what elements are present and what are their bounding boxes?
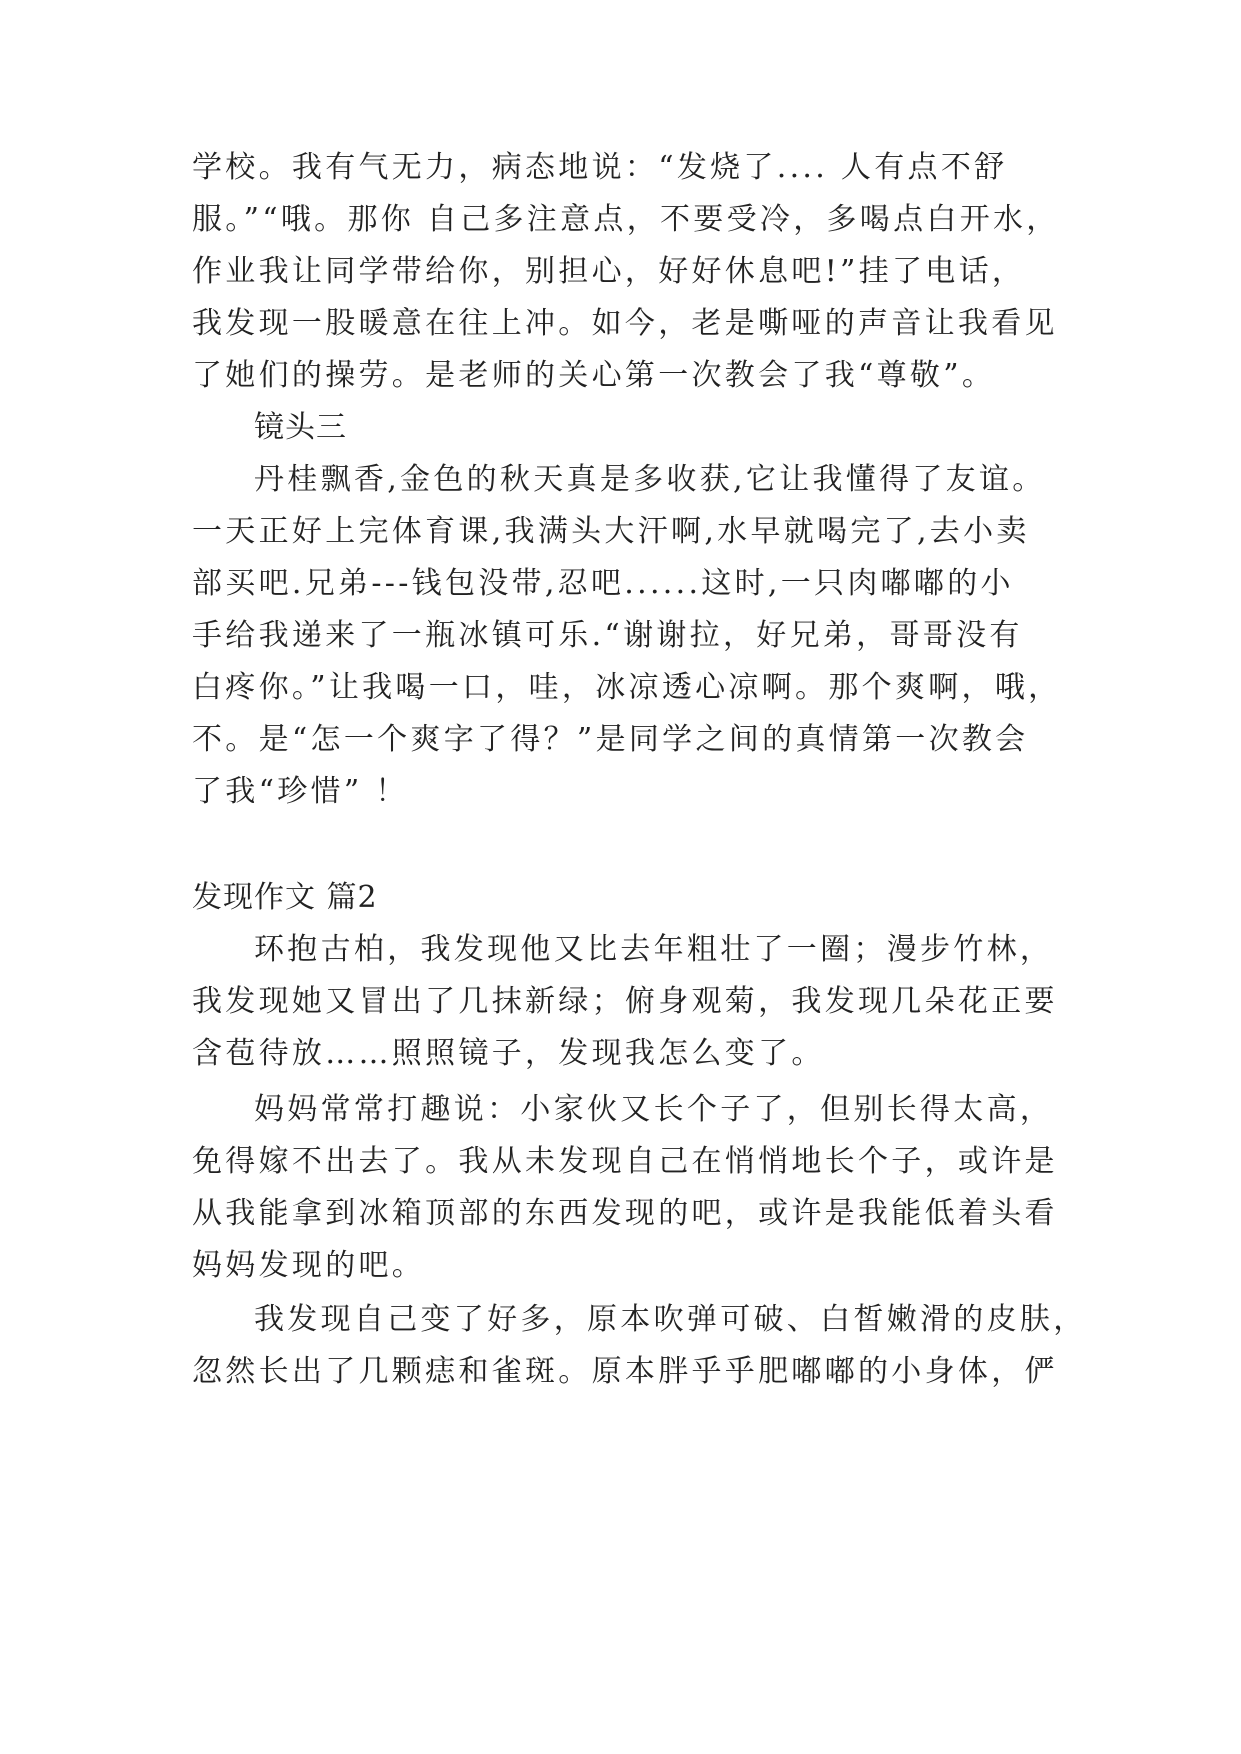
text-line: 白疼你。”让我喝一口，哇，冰凉透心凉啊。那个爽啊，哦， — [192, 670, 1062, 705]
text-line: 妈妈发现的吧。 — [192, 1248, 426, 1283]
text-line: 部买吧.兄弟---钱包没带,忍吧......这时,一只肉嘟嘟的小 — [192, 566, 1014, 601]
text-line: 我发现她又冒出了几抹新绿；俯身观菊，我发现几朵花正要 — [192, 984, 1058, 1019]
text-line: 我发现一股暖意在往上冲。如今，老是嘶哑的声音让我看见 — [192, 306, 1058, 341]
text-line: 丹桂飘香,金色的秋天真是多收获,它让我懂得了友谊。 — [254, 462, 1046, 497]
text-line: 含苞待放……照照镜子，发现我怎么变了。 — [192, 1036, 825, 1071]
text-line: 作业我让同学带给你，别担心，好好休息吧!”挂了电话， — [192, 254, 1026, 289]
text-line: 我发现自己变了好多，原本吹弹可破、白皙嫩滑的皮肤， — [254, 1302, 1087, 1337]
text-line: 免得嫁不出去了。我从未发现自己在悄悄地长个子，或许是 — [192, 1144, 1058, 1179]
text-line: 学校。我有气无力，病态地说：“发烧了.... 人有点不舒 — [192, 150, 1008, 185]
text-line: 环抱古柏，我发现他又比去年粗壮了一圈；漫步竹林， — [254, 932, 1054, 967]
text-line: 妈妈常常打趣说：小家伙又长个子了，但别长得太高， — [254, 1092, 1054, 1127]
essay-title: 发现作文 篇2 — [192, 880, 378, 915]
text-line: 一天正好上完体育课,我满头大汗啊,水早就喝完了,去小卖 — [192, 514, 1030, 549]
text-line: 手给我递来了一瓶冰镇可乐.“谢谢拉，好兄弟，哥哥没有 — [192, 618, 1023, 653]
text-line: 服。”“哦。那你 自己多注意点，不要受冷，多喝点白开水， — [192, 202, 1060, 237]
text-line: 了我“珍惜” ！ — [192, 774, 409, 809]
text-line: 了她们的操劳。是老师的关心第一次教会了我“尊敬”。 — [192, 358, 996, 393]
text-line: 不。是“怎一个爽字了得？”是同学之间的真情第一次教会 — [192, 722, 1029, 757]
text-line: 从我能拿到冰箱顶部的东西发现的吧，或许是我能低着头看 — [192, 1196, 1058, 1231]
scene-heading: 镜头三 — [254, 410, 347, 445]
text-line: 忽然长出了几颗痣和雀斑。原本胖乎乎肥嘟嘟的小身体，俨 — [192, 1354, 1058, 1389]
